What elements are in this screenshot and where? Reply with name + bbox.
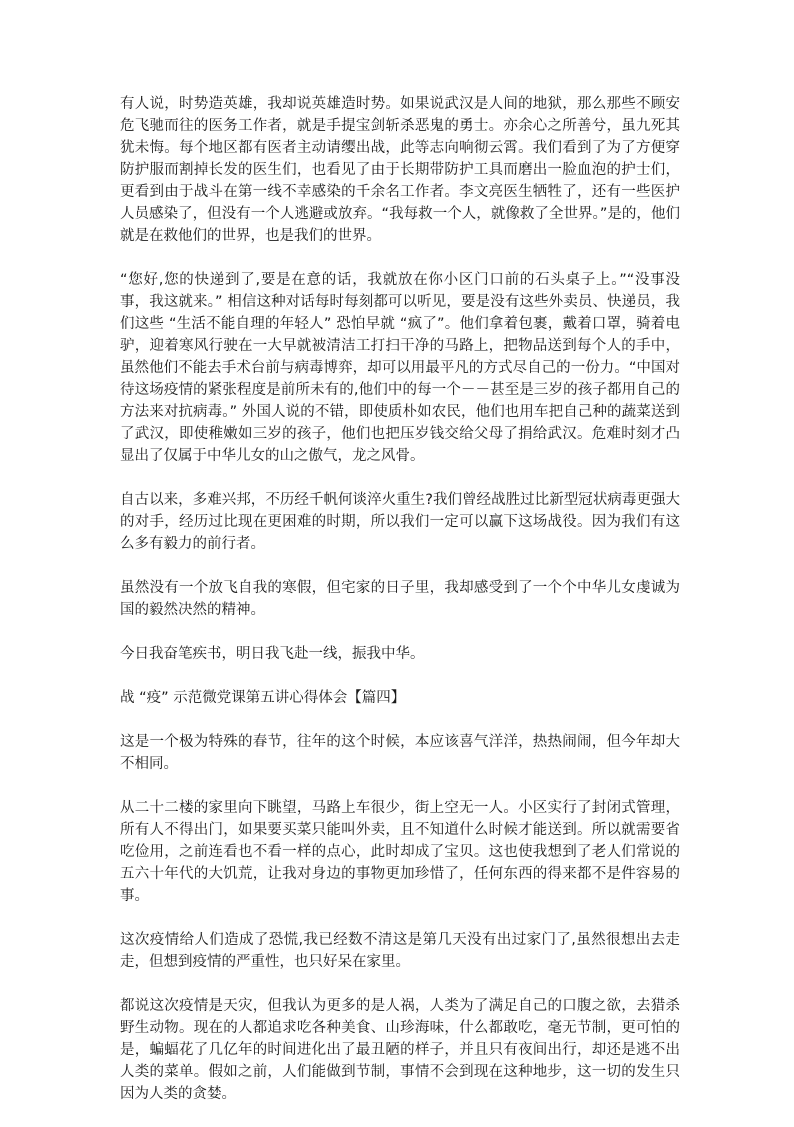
paragraph-lockdown: 从二十二楼的家里向下眺望，马路上车很少，街上空无一人。小区实行了封闭式管理，所有人不得出门，如果要买菜只能叫外卖，且不知道什么时候才能送到。所以就需要省吃俭用，之前连看也不看一样的点心，此时却成了宝贝。这也使我想到了老人们常说的五六十年代的大饥荒，让我对身边的事物更加珍惜了，任何东西的得来都不是件容易的事。: [120, 800, 680, 904]
document-page: [120, 93, 680, 1127]
paragraph-wildlife: 都说这次疫情是天灾，但我认为更多的是人祸，人类为了满足自己的口腹之欲，去猎杀野生动物。现在的人都追求吃各种美食、山珍海味，什么都敢吃，毫无节制，更可怕的是，蝙蝠花了几亿年的时间进化出了最丑陋的样子，并且只有夜间出行，却还是逃不出人类的菜单。假如之前，人们能做到节制，事情不会到现在这种地步，这一切的发生只因为人类的贪婪。: [120, 998, 680, 1102]
section-heading: 战 “疫” 示范微党课第五讲心得体会【篇四】: [120, 690, 406, 706]
paragraph-couriers: “您好,您的快递到了,要是在意的话，我就放在你小区门口前的石头桌子上。”“没事没事，我这就来。” 相信这种对话每时每刻都可以听见，要是没有这些外卖员、快递员，我们这些 “生活不能自理的年轻人” 恐怕早就 “疯了”。他们拿着包裹，戴着口罩，骑着电驴，迎着寒风行驶在一大早就被清洁工打扫干净的马路上，把物品送到每个人的手中，虽然他们不能去手术台前与病毒博弈，却可以用最平凡的方式尽自己的一份力。“中国对待这场疫情的紧张程度是前所未有的,他们中的每一个－－甚至是三岁的孩子都用自己的方法来对抗病毒。” 外国人说的不错，即使质朴如农民，他们也用车把自己种的蔬菜送到了武汉，即使稚嫩如三岁的孩子，他们也把压岁钱交给父母了捐给武汉。危难时刻才凸显出了仅属于中华儿女的山之傲气，龙之风骨。: [120, 272, 680, 464]
paragraph-panic: 这次疫情给人们造成了恐慌,我已经数不清这是第几天没有出过家门了,虽然很想出去走走，但想到疫情的严重性，也只好呆在家里。: [120, 932, 680, 970]
paragraph-adversity: 自古以来，多难兴邦，不历经千帆何谈淬火重生?我们曾经战胜过比新型冠状病毒更强大的对手，经历过比现在更困难的时期，所以我们一定可以赢下这场战役。因为我们有这么多有毅力的前行者。: [120, 492, 680, 552]
paragraph-winter-break: 虽然没有一个放飞自我的寒假，但宅家的日子里，我却感受到了一个个中华儿女虔诚为国的毅然决然的精神。: [120, 580, 680, 618]
paragraph-spring-festival: 这是一个极为特殊的春节，往年的这个时候，本应该喜气洋洋，热热闹闹，但今年却大不相同。: [120, 734, 680, 772]
paragraph-resolve: 今日我奋笔疾书，明日我飞赴一线，振我中华。: [120, 646, 425, 662]
paragraph-heroes: 有人说，时势造英雄，我却说英雄造时势。如果说武汉是人间的地狱，那么那些不顾安危飞驰而往的医务工作者，就是手提宝剑斩杀恶鬼的勇士。亦余心之所善兮，虽九死其犹未悔。每个地区都有医者主动请缨出战，此等志向响彻云霄。我们看到了为了方便穿防护服而割掉长发的医生们，也看见了由于长期带防护工具而磨出一脸血泡的护士们，更看到由于战斗在第一线不幸感染的千余名工作者。李文亮医生牺牲了，还有一些医护人员感染了，但没有一个人逃避或放弃。“我每救一个人，就像救了全世界。”是的，他们就是在救他们的世界，也是我们的世界。: [120, 96, 680, 244]
